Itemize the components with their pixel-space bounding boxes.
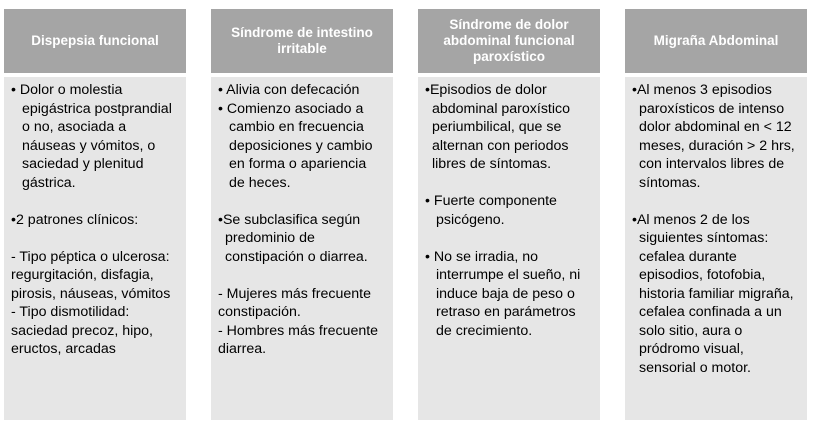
column-title: Síndrome de dolor abdominal funcional paroxístico [443,17,575,64]
column-title: Dispepsia funcional [31,33,159,48]
column-body [418,77,600,420]
column-header [418,9,600,73]
list-item: •Al menos 2 de los siguientes síntomas: cefalea durante episodios, fotofobia, historia familiar migraña, cefalea confinada a un solo sitio, aura o pródromo visual, sensorial o motor. [632,211,794,376]
list-item: • No se irradia, no interrumpe el sueño, ni induce baja de peso o retraso en parámetros de crecimiento. [425,248,581,339]
list-item: • Dolor o molestia epigástrica postprandial o no, asociada a náuseas y vómitos, o saciedad y plenitud gástrica. [11,82,172,191]
column-dispepsia-funcional [4,9,186,420]
column-body [625,77,807,420]
column-header [625,9,807,73]
list-item: - Hombres más frecuente diarrea. [218,322,379,357]
list-item: •2 patrones clínicos: [11,211,139,228]
list-item: • Comienzo asociado a cambio en frecuencia deposiciones y cambio en forma o apariencia de heces. [218,100,373,191]
column-header [211,9,393,73]
list-item: •Al menos 3 episodios paroxísticos de intenso dolor abdominal en < 12 meses, duración > 2 hrs, con intervalos libres de síntomas. [632,82,795,191]
column-body [211,77,393,420]
column-title: Síndrome de intestino irritable [231,25,373,56]
column-migrana-abdominal [625,9,807,420]
list-item: •Se subclasifica según predominio de constipación o diarrea. [218,211,368,265]
list-item: - Tipo dismotilidad: saciedad precoz, hipo, eructos, arcadas [11,304,153,357]
list-item: • Fuerte componente psicógeno. [425,193,557,228]
column-body [4,77,186,420]
list-item: - Tipo péptica o ulcerosa: regurgitación, disfagia, pirosis, náuseas, vómitos [11,248,171,302]
column-header [4,9,186,73]
column-title: Migraña Abdominal [653,33,779,48]
column-sindrome-intestino-irritable [211,9,393,420]
column-dolor-abdominal-funcional-paroxistico [418,9,600,420]
list-item: •Episodios de dolor abdominal paroxístico periumbilical, que se alternan con periodos libres de síntomas. [425,82,571,172]
list-item: • Alivia con defecación [218,82,360,98]
list-item: - Mujeres más frecuente constipación. [218,285,371,320]
